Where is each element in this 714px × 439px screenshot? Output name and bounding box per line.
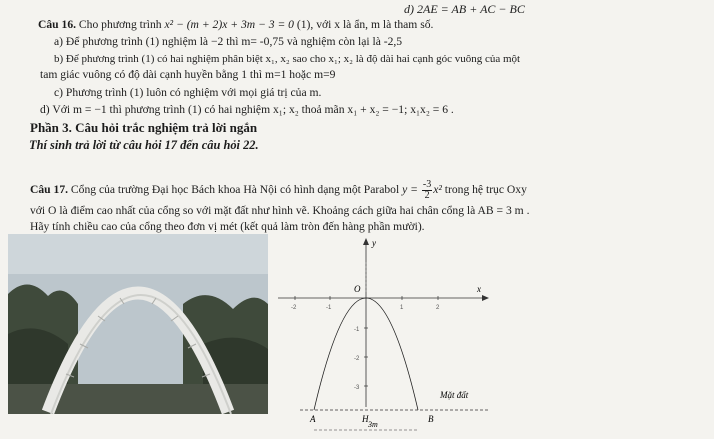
- parabola-graph: [270, 232, 710, 439]
- q17-line3: Hãy tính chiều cao của cổng theo đơn vị mét (kết quả làm tròn đến hàng phần mười).: [30, 220, 425, 233]
- q16-option-b-line2: tam giác vuông có độ dài cạnh huyền bằng 1 thì m=1 hoặc m=9: [40, 68, 336, 81]
- q17-line2: với O là điểm cao nhất của cổng so với mặt đất như hình vẽ. Khoảng cách giữa hai chân cổng là AB = 3 m .: [30, 204, 530, 217]
- y-tick-label: -2: [354, 356, 360, 362]
- ground-label: Mặt đất: [440, 390, 469, 400]
- section-subtitle: Thí sinh trả lời từ câu hỏi 17 đến câu hỏi 22.: [29, 138, 259, 152]
- x-tick-label: -2: [291, 305, 297, 311]
- q16-option-c: c) Phương trình (1) luôn có nghiệm với mọi giá trị của m.: [54, 86, 322, 99]
- x-tick-label: -1: [326, 305, 332, 311]
- gate-photo-drawing: [8, 234, 268, 414]
- top-cut-answer: d) 2AE = AB + AC − BC: [404, 2, 525, 16]
- point-a-label: A: [310, 414, 316, 424]
- q16-stem: Câu 16. Cho phương trình x² − (m + 2)x + 3m − 3 = 0 (1), với x là ẩn, m là tham số.: [38, 18, 434, 31]
- origin-label: O: [354, 284, 361, 294]
- y-axis-label: y: [372, 238, 376, 248]
- gate-photo: [8, 234, 268, 414]
- q16-option-d: d) Với m = −1 thì phương trình (1) có hai nghiệm x₁; x₂ thoả mãn x₁ + x₂ = −1; x₁x₂ = 6 .: [40, 103, 454, 116]
- point-h-label: H: [362, 414, 369, 424]
- q16-option-b-line1: b) Để phương trình (1) có hai nghiệm phân biệt x₁, x₂ sao cho x₁; x₂ là độ dài hai cạnh góc vuông của một: [54, 53, 521, 65]
- span-label: 3m: [368, 420, 378, 429]
- q17-line1: Câu 17. Cổng của trường Đại học Bách khoa Hà Nội có hình dạng một Parabol y = $\frac{-3}{2}$ x² trong hệ trục Oxy: [30, 179, 527, 201]
- q17-heading: Câu 17.: [30, 183, 69, 197]
- section-title: Phần 3. Câu hỏi trắc nghiệm trả lời ngắn: [30, 120, 258, 135]
- x-axis-label: x: [477, 284, 481, 294]
- point-b-label: B: [428, 414, 434, 424]
- q16-option-a: a) Để phương trình (1) nghiệm là −2 thì m= -0,75 và nghiệm còn lại là -2,5: [54, 35, 403, 48]
- y-axis-arrow: [363, 238, 369, 245]
- x-tick-label: 1: [400, 305, 404, 311]
- q17-fraction: $\frac{-3}{2}$: [422, 179, 432, 201]
- q16-heading: Câu 16.: [38, 18, 77, 31]
- x-axis-arrow: [482, 295, 489, 301]
- q16-equation: x² − (m + 2)x + 3m − 3 = 0: [164, 18, 294, 31]
- y-tick-label: -3: [354, 385, 360, 391]
- y-tick-label: -1: [354, 327, 360, 333]
- x-tick-label: 2: [436, 305, 440, 311]
